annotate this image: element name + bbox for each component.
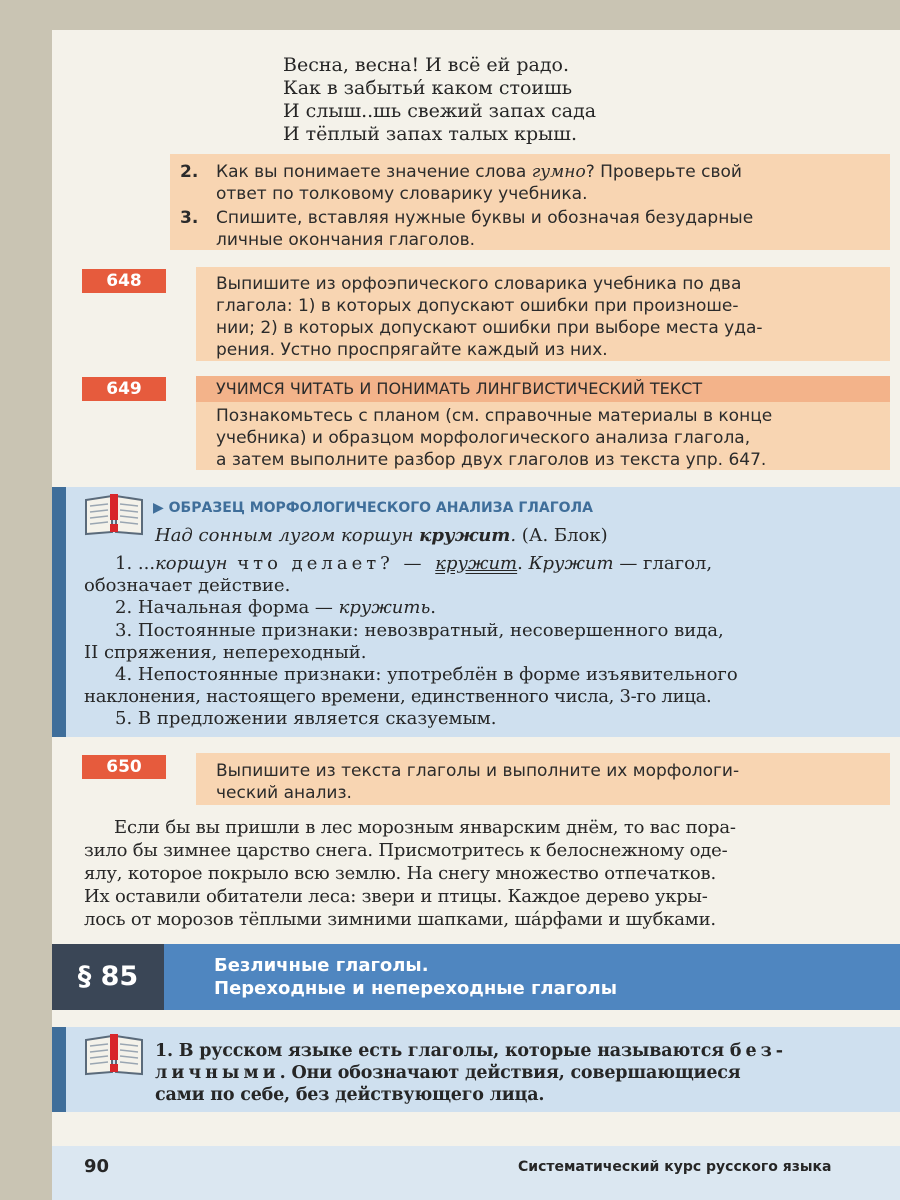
- course-title: Систематический курс русского языка: [518, 1159, 832, 1175]
- book-warning-icon: [82, 492, 146, 536]
- quote-text: Над сонным лугом коршун: [155, 525, 420, 546]
- sample-quote: [155, 525, 608, 547]
- rule-term: без-: [729, 1041, 788, 1061]
- question-text: Спишите, вставляя нужные буквы и обозначая безударные: [216, 208, 754, 228]
- sample-step-1-cont: обозначает действие.: [84, 575, 291, 596]
- step-text: — глагол,: [613, 553, 713, 574]
- text-line: а затем выполните разбор двух глаголов из текста упр. 647.: [216, 450, 767, 470]
- sample-title: [153, 500, 593, 516]
- keyword: гумно: [531, 162, 586, 182]
- rule-line: сами по себе, без действующего лица.: [155, 1085, 545, 1105]
- section-number: § 85: [52, 944, 164, 1010]
- question-text: ответ по толковому словарику учебника.: [216, 184, 588, 204]
- poem: [283, 54, 596, 146]
- exercise-649-heading: УЧИМСЯ ЧИТАТЬ И ПОНИМАТЬ ЛИНГВИСТИЧЕСКИЙ ТЕКСТ: [216, 379, 703, 398]
- rule-text: [155, 1040, 787, 1106]
- text-line: глагола: 1) в которых допускают ошибки при произноше-: [216, 296, 739, 316]
- passage-line: ялу, которое покрыло всю землю. На снегу множество отпечатков.: [84, 863, 716, 884]
- text-line: Выпишите из орфоэпического словарика учебника по два: [216, 274, 742, 294]
- quote-verb: кружит: [419, 525, 511, 546]
- triangle-icon: ▶: [153, 500, 164, 516]
- step-text: 1. ...: [115, 553, 156, 574]
- exercise-number-650: 650: [82, 755, 166, 779]
- poem-line: Как в забытьи́ каком стоишь: [283, 77, 573, 99]
- passage-line: зило бы зимнее царство снега. Присмотритесь к белоснежному оде-: [84, 840, 728, 861]
- question-number: 3.: [180, 208, 199, 228]
- exercise-649-text: [216, 405, 772, 471]
- poem-line: Весна, весна! И всё ей радо.: [283, 54, 570, 76]
- book-warning-icon: [82, 1032, 146, 1076]
- step-form: кружить: [338, 597, 431, 618]
- sample-step-4-cont: наклонения, настоящего времени, единственного числа, 3-го лица.: [84, 686, 712, 707]
- sample-step-2: 2. Начальная форма — кружить.: [115, 597, 436, 618]
- sample-step-3: 3. Постоянные признаки: невозвратный, несовершенного вида,: [115, 620, 724, 641]
- rule-line: . Они обозначают действия, совершающиеся: [279, 1063, 741, 1083]
- question-number: 2.: [180, 162, 199, 182]
- poem-line: И тёплый запах талых крыш.: [283, 123, 578, 145]
- poem-line: И слыш..шь свежий запах сада: [283, 100, 597, 122]
- section-title-line: Безличные глаголы.: [214, 955, 429, 976]
- text-line: рения. Устно проспрягайте каждый из них.: [216, 340, 608, 360]
- quote-author: (А. Блок): [521, 525, 608, 546]
- section-title-line: Переходные и непереходные глаголы: [214, 978, 617, 999]
- quote-text: .: [510, 525, 517, 546]
- exercise-number-649: 649: [82, 377, 166, 401]
- text-line: Выпишите из текста глаголы и выполните их морфологи-: [216, 761, 740, 781]
- sample-step-5: 5. В предложении является сказуемым.: [115, 708, 497, 729]
- text-line: Познакомьтесь с планом (см. справочные материалы в конце: [216, 406, 773, 426]
- step-verb: кружит: [435, 553, 518, 574]
- sample-step-3-cont: II спряжения, непереходный.: [84, 642, 367, 663]
- exercise-648-text: [216, 273, 763, 361]
- question-3: [180, 207, 880, 251]
- rule-panel-bar: [52, 1027, 66, 1112]
- exercise-650-text: [216, 760, 739, 804]
- sample-title-text: ОБРАЗЕЦ МОРФОЛОГИЧЕСКОГО АНАЛИЗА ГЛАГОЛА: [168, 500, 593, 516]
- sample-step-1: 1. ...коршун что делает? — кружит. Кружит — глагол,: [115, 553, 713, 574]
- sample-panel-bar: [52, 487, 66, 737]
- text-line: нии; 2) в которых допускают ошибки при выборе места уда-: [216, 318, 763, 338]
- page-number: 90: [84, 1156, 110, 1177]
- question-text: Как вы понимаете значение слова: [216, 162, 532, 182]
- question-text: ? Проверьте свой: [585, 162, 742, 182]
- sample-step-4: 4. Непостоянные признаки: употреблён в форме изъявительного: [115, 664, 738, 685]
- rule-line: 1. В русском языке есть глаголы, которые называются: [155, 1041, 730, 1061]
- exercise-650-passage: [84, 816, 736, 931]
- passage-line: Их оставили обитатели леса: звери и птицы. Каждое дерево укры-: [84, 886, 708, 907]
- rule-term: личными: [155, 1063, 280, 1083]
- text-line: ческий анализ.: [216, 783, 352, 803]
- exercise-number-648: 648: [82, 269, 166, 293]
- step-text: 2. Начальная форма —: [115, 597, 339, 618]
- text-line: учебника) и образцом морфологического анализа глагола,: [216, 428, 751, 448]
- step-verb: Кружит: [528, 553, 614, 574]
- question-text: личные окончания глаголов.: [216, 230, 476, 250]
- passage-line: лось от морозов тёплыми зимними шапками, ша́рфами и шубками.: [84, 909, 716, 930]
- step-question: что делает? —: [227, 553, 436, 574]
- passage-line: Если бы вы пришли в лес морозным январским днём, то вас пора-: [114, 817, 736, 838]
- step-word: коршун: [155, 553, 228, 574]
- question-2: [180, 161, 880, 205]
- section-title: [164, 944, 900, 1010]
